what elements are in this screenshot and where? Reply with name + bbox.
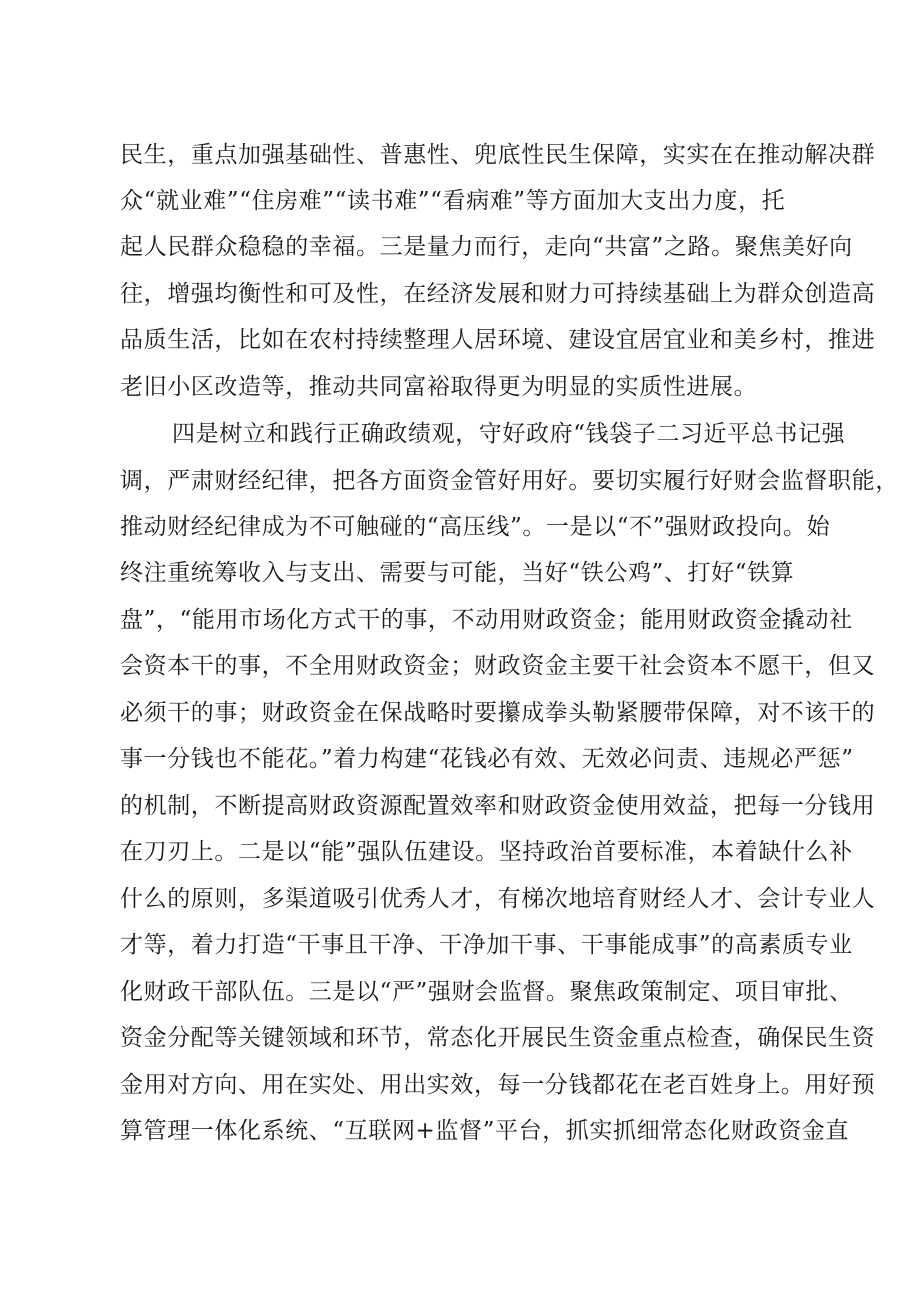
text-line: 老旧小区改造等，推动共同富裕取得更为明显的实质性进展。 bbox=[120, 374, 758, 400]
text-line: 往，增强均衡性和可及性，在经济发展和财力可持续基础上为群众创造高 bbox=[120, 281, 876, 307]
text-line: 终注重统筹收入与支出、需要与可能，当好“铁公鸡”、打好“铁算 bbox=[120, 560, 795, 586]
text-line: 资金分配等关键领域和环节，常态化开展民生资金重点检查，确保民生资 bbox=[120, 1025, 876, 1051]
text-line: 算管理一体化系统、“互联网+监督”平台，抓实抓细常态化财政资金直 bbox=[120, 1118, 849, 1144]
text-line: 调，严肃财经纪律，把各方面资金管好用好。要切实履行好财会监督职能， bbox=[120, 468, 899, 494]
text-line: 必须干的事；财政资金在保战略时要攥成拳头勒紧腰带保障，对不该干的 bbox=[120, 700, 876, 726]
text-line: 众“就业难”“住房难”“读书难”“看病难”等方面加大支出力度，托 bbox=[120, 188, 786, 214]
text-line: 推动财经纪律成为不可触碰的“高压线”。一是以“不”强财政投向。始 bbox=[120, 514, 831, 540]
text-line: 在刀刃上。二是以“能”强队伍建设。坚持政治首要标准，本着缺什么补 bbox=[120, 839, 853, 865]
text-line: 的机制，不断提高财政资源配置效率和财政资金使用效益，把每一分钱用 bbox=[120, 793, 876, 819]
text-line: 盘”，“能用市场化方式干的事，不动用财政资金；能用财政资金撬动社 bbox=[120, 607, 853, 633]
paragraph-first-line: 四是树立和践行正确政绩观，守好政府“钱袋子二习近平总书记强 bbox=[172, 421, 846, 447]
text-line: 金用对方向、用在实处、用出实效，每一分钱都花在老百姓身上。用好预 bbox=[120, 1072, 876, 1098]
text-line: 民生，重点加强基础性、普惠性、兜底性民生保障，实实在在推动解决群 bbox=[120, 142, 876, 168]
text-line: 事一分钱也不能花。”着力构建“花钱必有效、无效必问责、违规必严惩” bbox=[120, 746, 854, 772]
text-line: 品质生活，比如在农村持续整理人居环境、建设宜居宜业和美乡村，推进 bbox=[120, 327, 876, 353]
text-line: 起人民群众稳稳的幸福。三是量力而行，走向“共富”之路。聚焦美好向 bbox=[120, 234, 853, 260]
text-line: 会资本干的事，不全用财政资金；财政资金主要干社会资本不愿干，但又 bbox=[120, 653, 876, 679]
text-line: 化财政干部队伍。三是以“严”强财会监督。聚焦政策制定、项目审批、 bbox=[120, 979, 853, 1005]
text-line: 什么的原则，多渠道吸引优秀人才，有梯次地培育财经人才、会计专业人 bbox=[120, 886, 876, 912]
text-line: 才等，着力打造“干事且干净、干净加干事、干事能成事”的高素质专业 bbox=[120, 932, 853, 958]
